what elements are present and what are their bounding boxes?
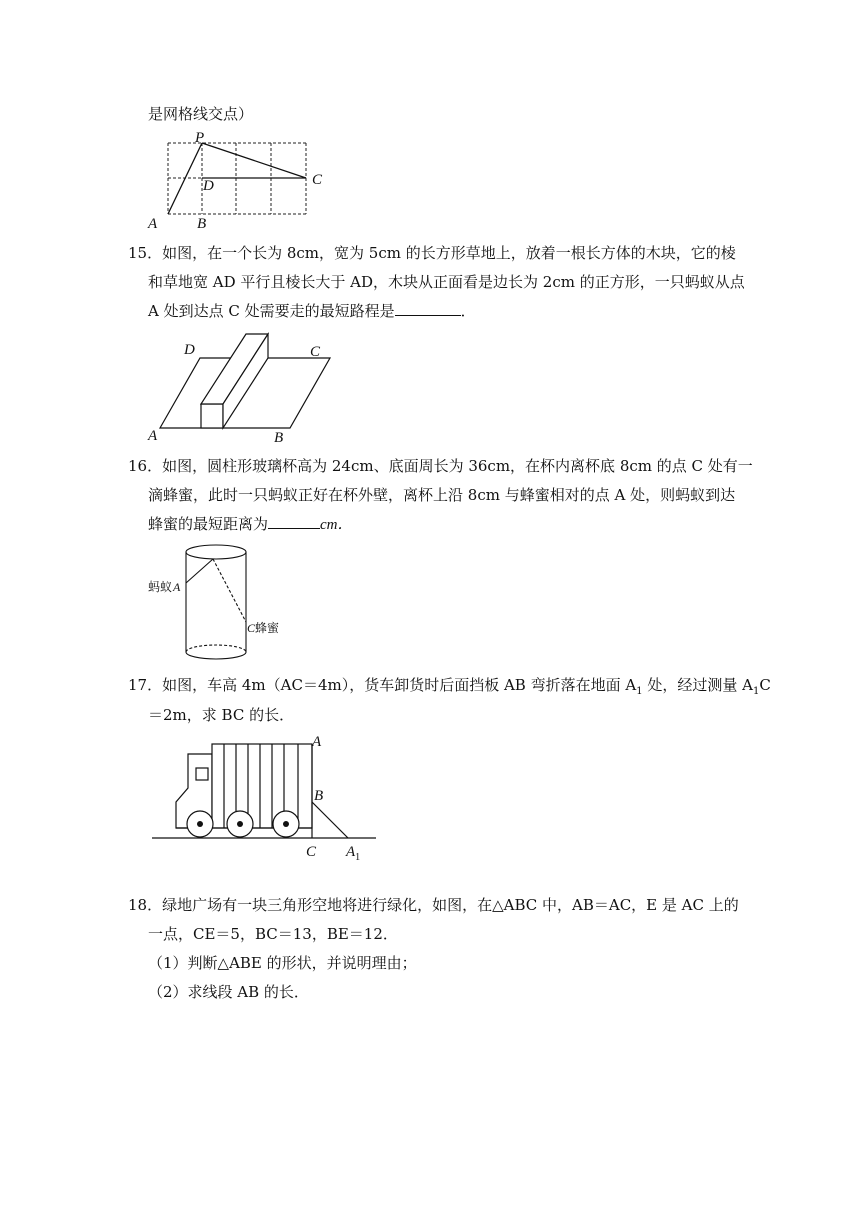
q16-answer-blank[interactable] bbox=[268, 514, 320, 529]
label-c: C bbox=[312, 172, 323, 188]
q17-line-2: ＝2m，求 BC 的长． bbox=[148, 706, 295, 724]
label-p: P bbox=[195, 130, 205, 146]
q15-line-3 bbox=[148, 301, 476, 321]
q16-line-1 bbox=[128, 456, 753, 476]
q17-label-a: A bbox=[312, 734, 322, 750]
q15-answer-blank[interactable] bbox=[395, 301, 461, 316]
q17-line-1 bbox=[128, 675, 771, 702]
q16-line-3 bbox=[148, 514, 353, 535]
q15-label-c: C bbox=[310, 344, 321, 360]
q17-sub-2: 1 bbox=[752, 686, 760, 697]
q15-text-1: 如图，在一个长为 8cm，宽为 5cm 的长方形草地上，放着一根长方体的木块，它的棱 bbox=[162, 244, 736, 262]
q17-number: 17． bbox=[128, 676, 163, 694]
q17-text-1c: C bbox=[759, 676, 771, 694]
q16-text-3-end: cm． bbox=[320, 517, 353, 533]
q18-part-1: （1）判断△ABE 的形状，并说明理由； bbox=[148, 954, 417, 972]
q15-label-a: A bbox=[148, 428, 158, 444]
q16-label-c: C bbox=[247, 621, 256, 635]
q15-text-3: A 处到达点 C 处需要走的最短路程是 bbox=[148, 302, 395, 320]
q15-number: 15． bbox=[128, 244, 163, 262]
q15-label-d: D bbox=[184, 342, 195, 358]
q17-text-1b: 处，经过测量 A bbox=[642, 676, 753, 694]
q16-line-2: 滴蜂蜜，此时一只蚂蚁正好在杯外壁，离杯上沿 8cm 与蜂蜜相对的点 A 处，则蚂蚁到达 bbox=[148, 486, 736, 504]
q15-label-b: B bbox=[274, 430, 284, 446]
q16-text-3: 蜂蜜的最短距离为 bbox=[148, 515, 269, 533]
label-b: B bbox=[197, 216, 207, 232]
q14-tail-text: 是网格线交点） bbox=[148, 105, 254, 123]
q15-text-3-end: ． bbox=[460, 302, 476, 320]
q16-honey-label: 蜂蜜 bbox=[255, 621, 280, 635]
label-d: D bbox=[203, 178, 214, 194]
q18-line-2: 一点，CE＝5，BC＝13，BE＝12． bbox=[148, 925, 398, 943]
q16-number: 16． bbox=[128, 457, 163, 475]
q17-sub-1: 1 bbox=[636, 686, 643, 697]
q17-label-a1: $A_1$ bbox=[346, 844, 361, 862]
q18-part-2: （2）求线段 AB 的长． bbox=[148, 983, 309, 1001]
q15-line-2: 和草地宽 AD 平行且棱长大于 AD，木块从正面看是边长为 2cm 的正方形，一只蚂蚁从点 bbox=[148, 273, 745, 291]
q16-cylinder-figure bbox=[140, 540, 300, 666]
q16-label-a: A bbox=[173, 580, 181, 594]
q16-text-1: 如图，圆柱形玻璃杯高为 24cm、底面周长为 36cm，在杯内离杯底 8cm 的点 C 处有一 bbox=[162, 457, 753, 475]
q18-number: 18． bbox=[128, 896, 163, 914]
q17-label-b: B bbox=[314, 788, 324, 804]
label-a: A bbox=[148, 216, 158, 232]
q18-line-1 bbox=[128, 895, 739, 915]
q17-label-c: C bbox=[306, 844, 317, 860]
q18-text-1: 绿地广场有一块三角形空地将进行绿化，如图，在△ABC 中，AB＝AC，E 是 AC 上的 bbox=[162, 896, 739, 914]
q15-block-figure bbox=[140, 330, 350, 446]
q17-text-1: 如图，车高 4m（AC＝4m），货车卸货时后面挡板 AB 弯折落在地面 A bbox=[162, 676, 637, 694]
q16-ant-label: 蚂蚁 bbox=[148, 580, 173, 594]
q15-line-1 bbox=[128, 243, 736, 263]
q14-grid-figure bbox=[140, 130, 340, 232]
q17-truck-figure bbox=[140, 732, 390, 862]
